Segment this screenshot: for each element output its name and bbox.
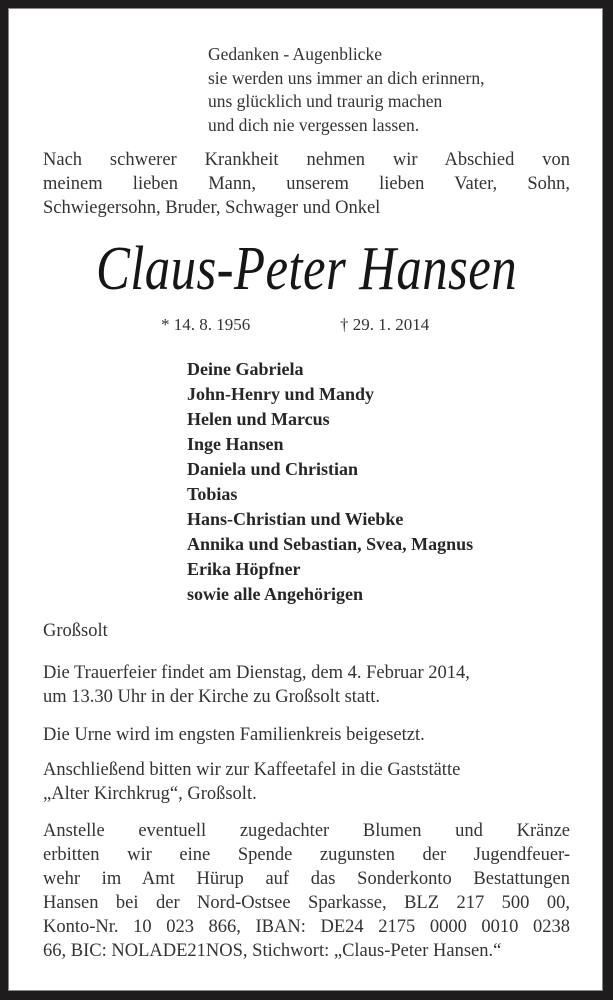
poem	[208, 43, 485, 137]
mourner: Deine Gabriela	[187, 359, 304, 379]
intro-line: Nach schwerer Krankheit nehmen wir Abschied von	[43, 150, 570, 170]
donation-line: 66, BIC: NOLADE21NOS, Stichwort: „Claus-Peter Hansen.“	[43, 941, 502, 961]
mourner: Hans-Christian und Wiebke	[187, 509, 404, 529]
mourner: sowie alle Angehörigen	[187, 584, 363, 604]
funeral-paragraph	[43, 661, 570, 709]
donation-line: Konto-Nr. 10 023 866, IBAN: DE24 2175 0000 0010 0238	[43, 917, 570, 937]
intro-line: meinem lieben Mann, unserem lieben Vater, Sohn,	[43, 174, 570, 194]
poem-line: und dich nie vergessen lassen.	[208, 114, 420, 135]
mourners-list	[187, 357, 473, 607]
mourner: Daniela und Christian	[187, 459, 359, 479]
mourner: Erika Höpfner	[187, 559, 301, 579]
mourner: Inge Hansen	[187, 434, 284, 454]
intro-line: Schwiegersohn, Bruder, Schwager und Onkel	[43, 198, 381, 218]
intro-paragraph	[43, 148, 570, 220]
funeral-line: um 13.30 Uhr in der Kirche zu Großsolt statt.	[43, 687, 381, 707]
obituary-notice	[8, 8, 603, 991]
poem-line: sie werden uns immer an dich erinnern,	[208, 67, 485, 88]
donation-line: Hansen bei der Nord-Ostsee Sparkasse, BLZ 217 500 00,	[43, 893, 570, 913]
urn-paragraph	[43, 723, 570, 747]
deceased-name: Claus-Peter Hansen	[95, 235, 518, 303]
mourner: Tobias	[187, 484, 238, 504]
donation-paragraph	[43, 819, 570, 963]
mourner: Annika und Sebastian, Svea, Magnus	[187, 534, 474, 554]
mourner: Helen und Marcus	[187, 409, 330, 429]
place-name: Großsolt	[43, 621, 108, 641]
birth-date: * 14. 8. 1956	[161, 315, 251, 334]
donation-line: wehr im Amt Hürup auf das Sonderkonto Bestattungen	[43, 869, 570, 889]
death-date: † 29. 1. 2014	[340, 315, 430, 334]
donation-line: Anstelle eventuell zugedachter Blumen und Kränze	[43, 821, 570, 841]
poem-line: Gedanken - Augenblicke	[208, 44, 382, 64]
poem-line: uns glücklich und traurig machen	[208, 91, 443, 111]
funeral-line: Die Trauerfeier findet am Dienstag, dem 4. Februar 2014,	[43, 663, 470, 683]
donation-line: erbitten wir eine Spende zugunsten der Jugendfeuer-	[43, 845, 570, 865]
reception-paragraph	[43, 758, 570, 806]
reception-line: „Alter Kirchkrug“, Großsolt.	[43, 784, 257, 804]
reception-line: Anschließend bitten wir zur Kaffeetafel in die Gaststätte	[43, 760, 461, 780]
mourner: John-Henry und Mandy	[187, 384, 375, 404]
urn-line: Die Urne wird im engsten Familienkreis beigesetzt.	[43, 725, 425, 745]
